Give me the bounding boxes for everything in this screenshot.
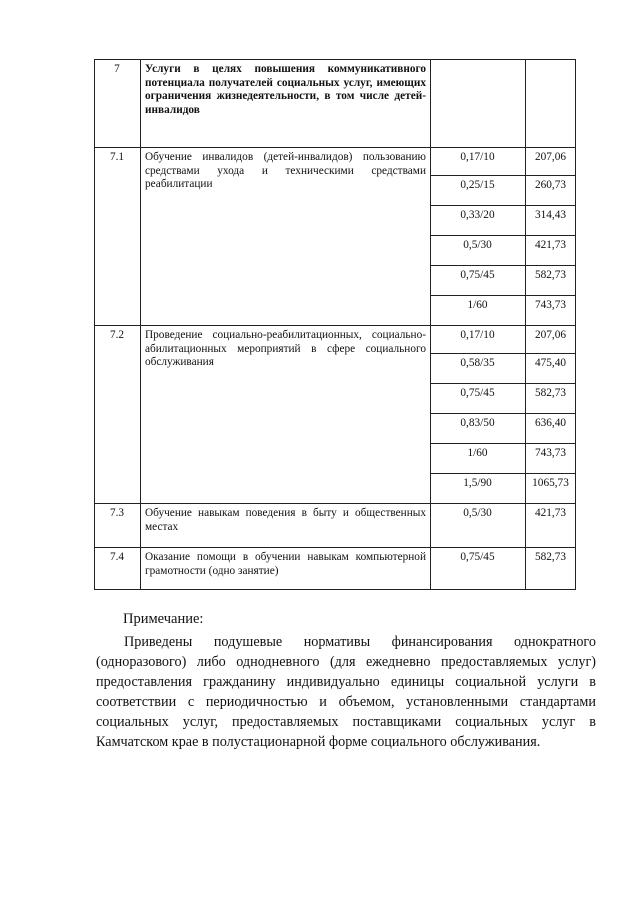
table-subline [430,413,576,414]
rate-value: 0,5/30 [463,239,492,251]
cost-value: 314,43 [534,209,567,221]
table-subline [430,235,576,236]
service-name: Услуги в целях повышения коммуникативного потенциала получателей социальных услуг, имеющих ограничения жизнедеятельности, в том числе детей-инвалидов [145,63,426,116]
service-name: Обучение навыкам поведения в быту и общественных местах [145,507,426,533]
cost-value: 582,73 [534,551,567,563]
table-subline [430,353,576,354]
table-subline [430,265,576,266]
cost-value: 421,73 [534,239,567,251]
rate-value: 0,25/15 [460,179,495,191]
cost-value: 207,06 [534,151,567,163]
service-name: Проведение социально-реабилитационных, социально-абилитационных мероприятий в сфере социального обслуживания [145,329,426,369]
table-hline [94,589,576,590]
table-hline [94,547,576,548]
note-title: Примечание: [123,611,204,627]
table-subline [430,383,576,384]
table-hline [94,147,576,148]
rate-value: 0,33/20 [460,209,495,221]
rate-value: 0,17/10 [460,151,495,163]
cost-value: 207,06 [534,329,567,341]
row-number: 7.2 [109,329,125,341]
rate-value: 0,5/30 [463,507,492,519]
rate-value: 0,75/45 [460,269,495,281]
cost-value: 636,40 [534,417,567,429]
row-number: 7.1 [109,151,125,163]
table-hline [94,503,576,504]
rate-value: 1/60 [467,299,488,311]
cost-value: 743,73 [534,299,567,311]
rate-value: 0,58/35 [460,357,495,369]
cost-value: 582,73 [534,387,567,399]
row-number: 7.4 [109,551,125,563]
service-name: Оказание помощи в обучении навыкам компьютерной грамотности (одно занятие) [145,551,426,577]
rate-value: 0,17/10 [460,329,495,341]
tariff-table [94,59,576,590]
cost-value: 743,73 [534,447,567,459]
note-text: Приведены подушевые нормативы финансирования однократного (одноразового) либо однодневного (для ежедневно предоставляемых услуг) предоставления гражданину индивидуально единицы социальной услуги в соответствии с периодичностью и объемом, установленными стандартами социальных услуг, предоставляемых поставщиками социальных услуг в Камчатском крае в полустационарной форме социального обслуживания. [96,634,596,750]
table-subline [430,473,576,474]
service-name: Обучение инвалидов (детей-инвалидов) пользованию средствами ухода и техническими средствами реабилитации [145,151,426,191]
rate-value: 1,5/90 [463,477,492,489]
rate-value: 0,75/45 [460,551,495,563]
cost-value: 475,40 [534,357,567,369]
cost-value: 421,73 [534,507,567,519]
table-subline [430,175,576,176]
row-number: 7 [114,63,120,75]
table-hline [94,59,576,60]
cost-value: 1065,73 [532,477,569,489]
row-number: 7.3 [109,507,125,519]
table-subline [430,443,576,444]
rate-value: 0,83/50 [460,417,495,429]
table-subline [430,205,576,206]
rate-value: 0,75/45 [460,387,495,399]
table-subline [430,295,576,296]
cost-value: 260,73 [534,179,567,191]
cost-value: 582,73 [534,269,567,281]
rate-value: 1/60 [467,447,488,459]
table-hline [94,325,576,326]
